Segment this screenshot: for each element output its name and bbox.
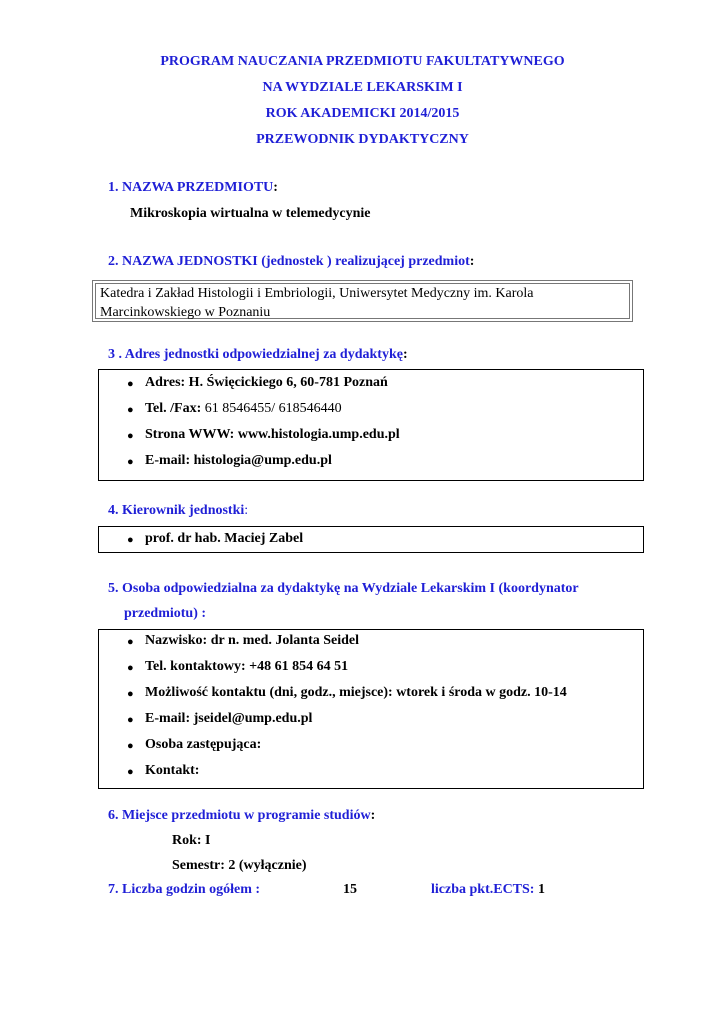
section-6-title: 6. Miejsce przedmiotu w programie studiów: [108, 808, 371, 823]
ects-line: [431, 882, 545, 898]
section-2-heading: [108, 254, 474, 270]
coordinator-box: [98, 629, 644, 789]
unit-line-1: Katedra i Zakład Histologii i Embriologii, Uniwersytet Medyczny im. Karola: [100, 286, 534, 301]
section-1-title: 1. NAZWA PRZEDMIOTU: [108, 180, 274, 195]
bullet-icon: ●: [127, 456, 134, 468]
study-year: Rok: I: [172, 833, 211, 848]
email-item: [145, 453, 332, 469]
head-of-unit: prof. dr hab. Maciej Zabel: [145, 531, 304, 546]
section-1-heading: [108, 180, 278, 196]
bullet-icon: ●: [127, 714, 134, 726]
bullet-icon: ●: [127, 766, 134, 778]
coordinator-name: Nazwisko: dr n. med. Jolanta Seidel: [145, 633, 360, 648]
ects-value: 1: [534, 882, 545, 897]
section-2-punct: :: [469, 254, 475, 269]
section-5-heading-line-1: 5. Osoba odpowiedzialna za dydaktykę na Wydziale Lekarskim I (koordynator: [108, 581, 579, 596]
coordinator-email: E-mail: jseidel@ump.edu.pl: [145, 711, 313, 726]
bullet-icon: ●: [127, 534, 134, 546]
total-hours-value: 15: [343, 882, 357, 897]
bullet-icon: ●: [127, 378, 134, 390]
section-3-punct: :: [402, 347, 408, 362]
header-line-2: NA WYDZIALE LEKARSKIM I: [262, 80, 463, 95]
section-5-heading-line-2: przedmiotu) :: [124, 606, 207, 621]
header-line-3: ROK AKADEMICKI 2014/2015: [265, 106, 460, 121]
bullet-icon: ●: [127, 430, 134, 442]
bullet-icon: ●: [127, 636, 134, 648]
address-label: Adres: H. Święcickiego 6, 60-781 Poznań: [145, 375, 388, 390]
section-3-heading: [108, 347, 408, 363]
bullet-icon: ●: [127, 740, 134, 752]
section-4-heading: [108, 503, 248, 519]
unit-box: [92, 280, 633, 322]
unit-box-text: [100, 284, 534, 322]
section-3-title: 3 . Adres jednostki odpowiedzialnej za dydaktykę: [108, 347, 403, 362]
coordinator-availability: Możliwość kontaktu (dni, godz., miejsce): wtorek i środa w godz. 10-14: [145, 685, 567, 700]
coordinator-phone: Tel. kontaktowy: +48 61 854 64 51: [145, 659, 349, 674]
website-item: [145, 427, 400, 443]
semester: Semestr: 2 (wyłącznie): [172, 858, 307, 873]
section-6-heading: [108, 808, 375, 824]
bullet-icon: ●: [127, 662, 134, 674]
section-4-punct: :: [244, 503, 249, 518]
course-name: Mikroskopia wirtualna w telemedycynie: [130, 206, 371, 221]
section-2-title: 2. NAZWA JEDNOSTKI (jednostek ) realizującej przedmiot: [108, 254, 470, 269]
section-6-punct: :: [370, 808, 376, 823]
header-line-1: PROGRAM NAUCZANIA PRZEDMIOTU FAKULTATYWNEGO: [160, 54, 565, 69]
section-1-punct: :: [273, 180, 278, 195]
unit-line-2: Marcinkowskiego w Poznaniu: [100, 305, 271, 320]
address-item: [145, 375, 388, 391]
phone-fax-item: [145, 401, 342, 417]
substitute-contact: Kontakt:: [145, 763, 200, 778]
section-4-title: 4. Kierownik jednostki: [108, 503, 245, 518]
bullet-icon: ●: [127, 688, 134, 700]
total-hours-label: 7. Liczba godzin ogółem :: [108, 882, 261, 897]
header-line-4: PRZEWODNIK DYDAKTYCZNY: [256, 132, 469, 147]
bullet-icon: ●: [127, 404, 134, 416]
phone-fax-label: Tel. /Fax:: [145, 401, 202, 416]
phone-fax-value: 61 8546455/ 618546440: [201, 401, 342, 416]
ects-label: liczba pkt.ECTS:: [431, 882, 535, 897]
substitute-person: Osoba zastępująca:: [145, 737, 262, 752]
address-box: [98, 369, 644, 481]
head-box: [98, 526, 644, 553]
email-label: E-mail: histologia@ump.edu.pl: [145, 453, 332, 468]
website-label: Strona WWW: www.histologia.ump.edu.pl: [145, 427, 400, 442]
